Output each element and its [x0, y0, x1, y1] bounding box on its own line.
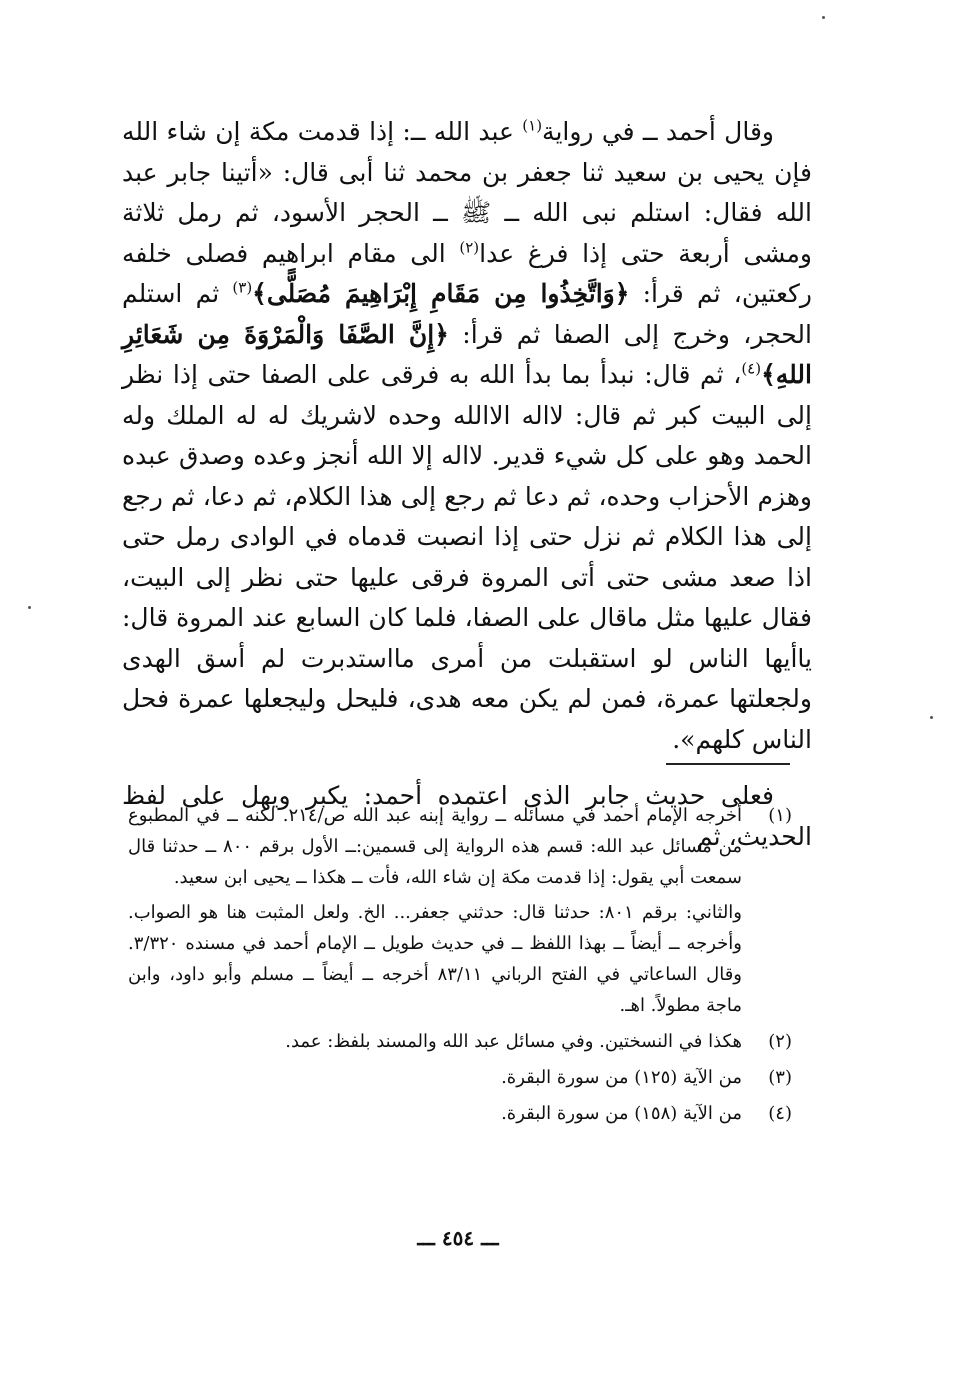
paragraph-hadith	[122, 112, 812, 760]
scan-speck	[822, 16, 825, 19]
footnote-ref-4: (٤)	[741, 359, 762, 378]
footnote-body	[128, 800, 742, 1021]
footnote-text: هكذا في النسختين. وفي مسائل عبد الله والمسند بلفظ: عمد.	[285, 1031, 742, 1052]
scan-speck	[28, 606, 31, 609]
quran-verse: ﴿إِنَّ الصَّفَا وَالْمَرْوَةَ مِن شَعَائِرِ اللهِ﴾	[122, 319, 812, 389]
paragraph-text: ثم استلم الحجر، وخرج إلى الصفا ثم قرأ:	[122, 279, 812, 349]
footnote-number: (٣)	[768, 1067, 792, 1088]
footnote-ref-3: (٣)	[232, 278, 253, 297]
footnote-text: من الآية (١٥٨) من سورة البقرة.	[501, 1103, 742, 1124]
page-number: ـــ ٤٥٤ ـــ	[417, 1226, 499, 1250]
footnote-text: من الآية (١٢٥) من سورة البقرة.	[501, 1067, 742, 1088]
footnote-ref-1: (١)	[522, 116, 543, 135]
footnote-number: (٤)	[768, 1103, 792, 1124]
footnote-number: (٢)	[768, 1031, 792, 1052]
paragraph-commentary: فعلى حديث جابر الذى اعتمده أحمد: يكبر ويهل على لفظ الحديث، ثم	[122, 781, 812, 851]
paragraph-text: عبد الله ــ: إذا قدمت مكة إن شاء الله فإن يحيى بن سعيد ثنا جعفر بن محمد ثنا أبى قال: «أتينا جابر عبد الله فقال: استلم نبى الله ــ ﷺ ــ الحجر الأسود، ثم رمل ثلاثة ومشى أربعة حتى إذا فرغ عدا	[122, 117, 812, 268]
main-text	[122, 112, 812, 857]
paragraph-text: وقال أحمد ــ في رواية	[542, 117, 774, 146]
footnotes	[128, 800, 792, 1134]
footnote-body	[128, 1026, 742, 1057]
footnote-ref-2: (٢)	[459, 238, 480, 257]
footnote	[128, 1098, 792, 1129]
footnote-divider	[666, 763, 790, 765]
footnote	[128, 800, 792, 1021]
paragraph-text: الى مقام ابراهيم فصلى خلفه ركعتين، ثم قرأ:	[122, 238, 812, 308]
paragraph-text: ، ثم قال: نبدأ بما بدأ الله به فرقى على الصفا حتى إذا نظر إلى البيت كبر ثم قال: لااله الاالله وحده لاشريك له له الملك وله الحمد وهو على كل شيء قدير. لااله إلا الله أنجز وعده وصدق عبده وهزم الأحزاب وحده، ثم دعا ثم رجع إلى هذا الكلام، ثم دعا، ثم رجع إلى هذا الكلام ثم نزل حتى إذا انصبت قدماه في الوادى رمل حتى اذا صعد مشى حتى أتى المروة فرقى عليها حتى نظر إلى البيت، فقال عليها مثل ماقال على الصفا، فلما كان السابع عند المروة قال: ياأيها الناس لو استقبلت من أمرى مااستدبرت لم أسق الهدى ولجعلتها عمرة، فمن لم يكن معه هدى، فليحل وليجعلها عمرة فحل الناس كلهم».	[122, 360, 812, 754]
footnote-text: أخرجه الإمام أحمد في مسائله ــ رواية إبنه عبد الله ص/٢١٤. لكنه ــ في المطبوع من مسائل عبد الله: قسم هذه الرواية إلى قسمين:ــ الأول برقم ٨٠٠ ــ حدثنا قال سمعت أبي يقول: إذا قدمت مكة إن شاء الله، فأت ــ هكذا ــ يحيى ابن سعيد.	[128, 805, 742, 888]
footnote-number: (١)	[768, 805, 792, 826]
footnote	[128, 1026, 792, 1057]
quran-verse: ﴿وَاتَّخِذُوا مِن مَقَامِ إِبْرَاهِيمَ مُصَلًّى﴾	[252, 279, 630, 308]
scan-speck	[930, 716, 933, 719]
footnote	[128, 1062, 792, 1093]
footnote-body	[128, 1062, 742, 1093]
footnote-text: والثاني: برقم ٨٠١: حدثنا قال: حدثني جعفر... الخ. ولعل المثبت هنا هو الصواب. وأخرجه ــ أيضاً ــ بهذا اللفظ ــ في حديث طويل ــ الإمام أحمد في مسنده ٣/٣٢٠. وقال الساعاتي في الفتح الرباني ٨٣/١١ أخرجه ــ أيضاً ــ مسلم وأبو داود، وابن ماجة مطولاً. اهـ.	[128, 902, 743, 1016]
footnote-body	[128, 1098, 742, 1129]
